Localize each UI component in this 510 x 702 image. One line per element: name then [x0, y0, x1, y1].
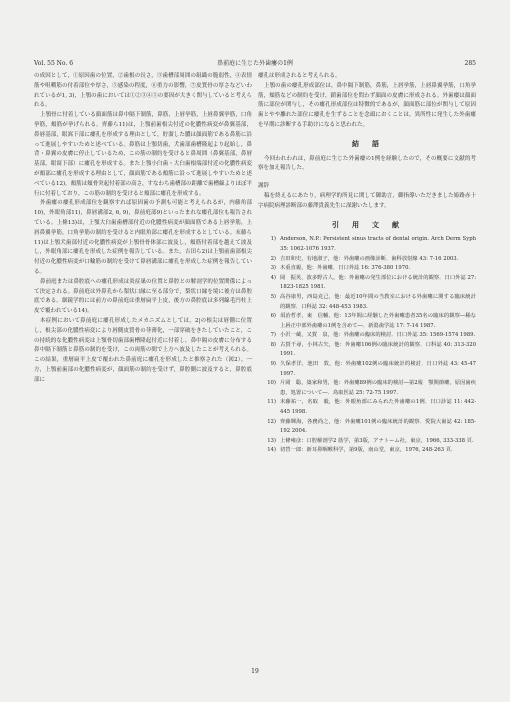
reference-item: 1) Anderson, N.P.: Persistent sinus tracts of dental origin. Arch Derm Syph 35: 1062-1076 1937. — [270, 236, 476, 252]
paragraph: 鼻前庭または鼻腔底への瘻孔形成は炎症巣の位置と鼻腔との解剖学的位置関係によって決定される。鼻前庭は外鼻孔から梨状口縁に至る部分で，梨状口縁を境に後方は鼻腔底である。細鏡学的には前方の鼻前庭は重層扁平上皮，後方の鼻腔底は多列線毛円柱上皮で覆われている14)。 — [34, 278, 252, 315]
reference-item: 14) 切替一郎：新耳鼻咽喉科学，第9版，南山堂，東京，1976, 248-263 頁. — [267, 447, 453, 454]
reference-item: 8) 古賀千尋，小林古矢，他：外歯瘻106例の臨床統計的観察．口科誌 40: 313-320 1991. — [270, 341, 476, 358]
paragraph: 上顎骨に付着している顔面筋は鼻中隔下制筋，鼻筋，上唇挙筋，上唇鼻翼挙筋，口角挙筋，頬筋が挙げられる。齊藤ら11)は，上顎前歯根尖付近の化膿性病変が鼻翼基部，鼻唇基部，眼窩下部に瘻孔を形成する理由として，貯溜した膿は顔面筋である鼻筋に沿って進展しやすいためと述べている。鼻筋は上顎切歯，犬歯部歯槽隆起より起始し，鼻背・鼻翼の皮膚に停止しているため，この筋の制約を受けると鼻周囲（鼻翼基部，鼻唇基部，眼窩下部）に瘻孔を形成する。また上顎小臼歯・大臼歯根端部付近の化膿性病変が頬部に瘻孔を形成する理由として，顔面筋である頬筋に沿って進展しやすいためと述べている12)。頬筋は頬骨突起付着部の高さ，すなわち歯槽部の距離で歯槽線よりほぼ平行に付着しており，この筋の制約を受けると頬部に瘻孔を形成する。 — [34, 112, 252, 197]
reference-item: 11) 末藤祐一，名取 毅，他：外眼角部にみられた外歯瘻の1例．日口診誌 11: 442-445 1998. — [267, 399, 476, 416]
conclusion-text: 今回われわれは，鼻前庭に生じた外歯瘻の1例を経験したので，その概要に文献的考察を加え報告した。 — [258, 155, 476, 172]
conclusion-heading: 結 語 — [352, 138, 382, 148]
acknowledgement-heading: 謝辞 — [258, 183, 270, 190]
paragraph: の成因として，①原因歯の位置，②歯根の長さ，③歯槽部周囲の組織の脆弱性，④表情筋や咀嚼筋の付着部位や厚さ，⑤感染の程度，⑥重力の影響，⑦皮質骨の厚さなどいわれているが1, 3)，上顎の歯においては①②③④⑤の要因が大きく関与していると考えられる。 — [34, 73, 252, 109]
reference-item: 4) 岡 振英，波多野古人，他：外歯瘻の発生部位における統計的観察．日口外誌 27: 1823-1825 1981. — [270, 274, 476, 291]
running-title: 鼻前庭に生じた外歯瘻の1例 — [217, 60, 293, 67]
reference-item: 5) 高谷康男，西島克己，他：最近10年間の当教室における外歯瘻に関する臨床統計的観察．口科誌 32: 448-453 1983. — [270, 293, 476, 310]
paragraph: 本症例において鼻前庭に瘻孔形成したメカニズムとしては，2|の根尖は唇側に位置し，根尖部の化膿性病変により唇側皮質骨の菲薄化，一部穿破をきたしていたこと，この持続的な化膿性病変は上顎骨切歯部歯槽隆起付近に付着し，鼻中隔の皮膚に分布する鼻中隔下制筋と鼻筋の制約を受け，この両筋の間で上方へ波及したことが考えられる。この結果，重層扁平上皮で覆われた鼻前庭に瘻孔を形成したと推察された（図2）。一方，上顎前歯部の化膿性病変が，顔面筋の制約を受けず，鼻腔側に波及すると，鼻腔底部に — [34, 317, 252, 383]
right-column — [258, 72, 476, 456]
reference-item: 3) 木重直親，他：外歯瘻．日口外誌 16: 376-380 1970. — [270, 265, 411, 272]
footer-page-number: 19 — [251, 668, 259, 675]
reference-item: 9) 久保孝洋，池田 敦，他：外歯瘻102例の臨床統計的検討．日口外誌 43: 45-47 1997. — [270, 361, 476, 377]
journal-page-number: 285 — [464, 60, 476, 67]
reference-item: 13) 上條雍彦：口腔解剖学2 筋学，第3版，アナトーム社，東京，1966, 333-338 頁. — [267, 437, 474, 444]
left-column — [34, 72, 252, 386]
references-heading: 引 用 文 献 — [332, 219, 402, 229]
running-header — [34, 58, 476, 70]
reference-item: 12) 齊藤輝海，各務尚之，他：外歯瘻101例の臨床統計的観察．愛院大歯誌 42: 185-192 2004. — [267, 418, 476, 435]
paragraph: 瘻孔は形成されると考えられる。 — [258, 73, 341, 79]
acknowledgement-text: 稿を終えるにあたり，病理学的所見に関して御助言，御指導いただきました姫路赤十字病院病理診断部の藤澤貴義先生に深謝いたします。 — [258, 192, 476, 209]
reference-item: 2) 吉田和史，有地淑子，他：外歯瘻の画像診断．歯科放射線 43: 7-16 2003. — [270, 255, 459, 262]
paragraph: 外歯瘻の瘻孔形成部位を観察すれば原因歯の予測も可能と考えられるが，内藤角部10)，外眼角部11)，鼻唇溝部2, 6, 9)，鼻前庭部9)といったまれな瘻孔部位も報告されている。上條13)は，上顎大臼歯歯槽部付近の化膿性病変が顔面筋である上唇挙筋，上唇鼻翼挙筋，口角挙筋の制約を受けると内眼角部に瘻孔を形成するとしている。末藤ら11)は上顎犬歯部付近の化膿性病変が上顎骨骨体部に波及し，頬筋付着部を越えて波及し，外眼角部に瘻孔を形成した症例を報告している。また，吉田ら2)は上顎前歯部根尖付近の化膿性病変が口輪筋の制約を受けて鼻唇溝部に瘻孔を形成した症例を報告している。 — [34, 200, 252, 275]
reference-list — [258, 235, 476, 456]
paragraph: 上顎の歯の瘻孔形成部位は，鼻中隔下制筋，鼻筋，上唇挙筋，上唇鼻翼挙筋，口角挙筋，頬筋などの制約を受け，鎖歯部位を問わず顔面の皮膚に形成される。外歯瘻は顔面筋に部位が関与し，その瘻孔形成部位は特徴的であるが，顔面筋に部位が関与して原因歯とやや離れた部位に瘻孔を生ずることを念頭におくことは，異所性に発生した外歯瘻を早期に診断する手助けになると思われた。 — [258, 82, 476, 128]
reference-item: 7) 小沢一蔵，又賀 泉，他：外歯瘻の臨床的検討．日口外誌 35: 1569-1574 1989. — [270, 332, 476, 339]
volume-info: Vol. 55 No. 6 — [34, 60, 74, 67]
reference-item: 10) 片岡 聡，築家和男，他：外歯瘻89例の臨床的検討―第2報 顎関節瘻，原因歯疾患，処置について―．鳥取医誌 25: 72-75 1997. — [267, 380, 476, 396]
reference-item: 6) 須治哲孝，東 信輔，他：13年間に経験した外歯瘻患者35名の臨床的観察―稀な上唇正中部外歯瘻の1例を含めて―．新潟歯学誌 17: 7-14 1987. — [270, 313, 476, 329]
